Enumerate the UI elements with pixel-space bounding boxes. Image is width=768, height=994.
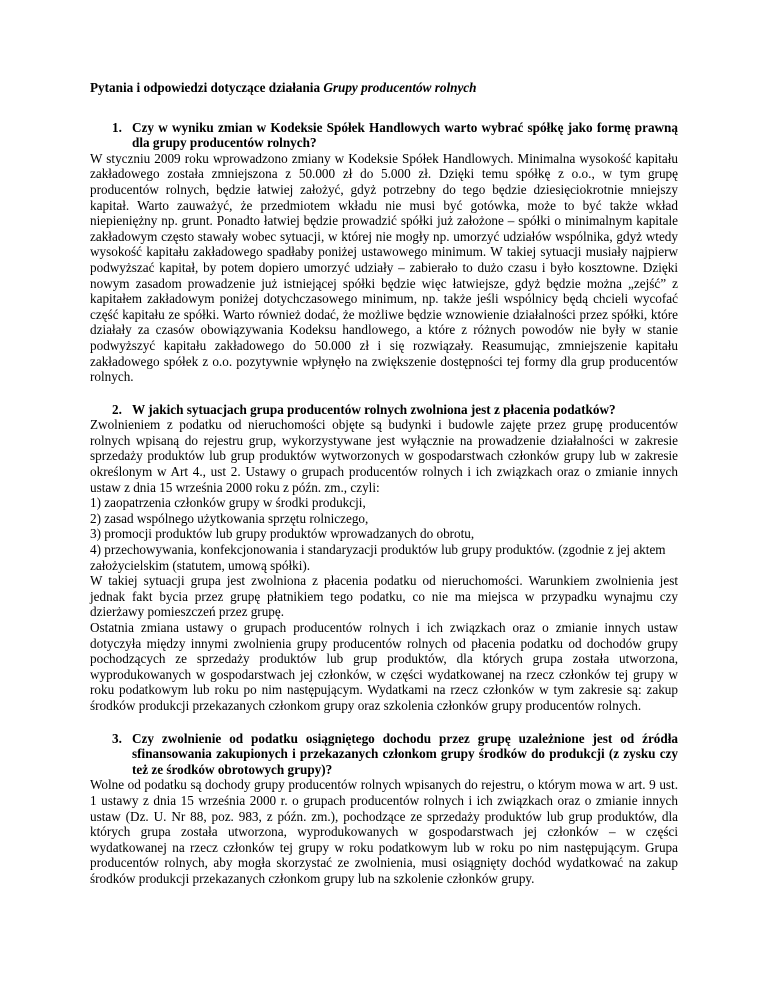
question-1 [90, 120, 678, 151]
document-title [90, 80, 678, 96]
section-2 [90, 402, 678, 714]
section-1 [90, 120, 678, 385]
question-text: Czy w wyniku zmian w Kodeksie Spółek Handlowych warto wybrać spółkę jako formę prawną dla grupy producentów rolnych? [132, 119, 678, 151]
list-item: 2) zasad wspólnego użytkowania sprzętu rolniczego, [90, 510, 369, 526]
list-item: 3) promocji produktów lub grupy produktów wprowadzanych do obrotu, [90, 526, 475, 542]
answer-2-paragraph-3: Ostatnia zmiana ustawy o grupach producentów rolnych i ich związkach oraz o zmianie innych ustaw dotyczyła między innymi zwolnienia grupy producentów rolnych od płacenia podatku od dochodów grupy pochodzących ze sprzedaży produktów lub grup produktów, dla których grupa została utworzona, wyprodukowanych w gospodarstwach jej członków, w części wydatkowanej na rzecz członków tej grupy w roku podatkowym lub roku po nim następującym. Wydatkami na rzecz członków w tym zakresie są: zakup środków produkcji przekazanych członkom grupy oraz szkolenia członków grupy producentów rolnych. [90, 620, 678, 713]
section-3 [90, 731, 678, 887]
list-item: 1) zaopatrzenia członków grupy w środki produkcji, [90, 495, 366, 511]
answer-3: Wolne od podatku są dochody grupy producentów rolnych wpisanych do rejestru, o którym mowa w art. 9 ust. 1 ustawy z dnia 15 września 2000 r. o grupach producentów rolnych i ich związkach oraz o zmianie innych ustaw (Dz. U. Nr 88, poz. 983, z późn. zm.), pochodzące ze sprzedaży produktów lub grup produktów, dla których grupa została utworzona, wyprodukowanych w gospodarstwach jej członków – w części wydatkowanej na rzecz członków tej grupy w roku podatkowym lub w roku po nim następującym. Grupa producentów rolnych, aby mogła skorzystać ze zwolnienia, musi osiągnięty dochód wydatkować na zakup środków produkcji przekazanych członkom grupy lub na szkolenie członków grupy. [90, 777, 678, 886]
answer-2-list [90, 495, 678, 573]
title-italic: Grupy producentów rolnych [323, 80, 477, 95]
answer-2-intro: Zwolnieniem z podatku od nieruchomości objęte są budynki i budowle zajęte przez grupę producentów rolnych wpisaną do rejestru grup, wykorzystywane jest wyłącznie na prowadzenie działalności w zakresie sprzedaży produktów lub grup produktów wytworzonych w gospodarstwach członków grupy lub w zakresie określonym w Art 4., ust 2. Ustawy o grupach producentów rolnych i ich związkach oraz o zmianie innych ustaw z dnia 15 września 2000 roku z późn. zm., czyli: [90, 417, 678, 495]
question-text: W jakich sytuacjach grupa producentów rolnych zwolniona jest z płacenia podatków? [132, 401, 616, 417]
question-text: Czy zwolnienie od podatku osiągniętego dochodu przez grupę uzależnione jest od źródła sfinansowania zakupionych i przekazanych członkom grupy środków do produkcji (z zysku czy też ze środków obrotowych grupy)? [132, 730, 678, 777]
list-item: 4) przechowywania, konfekcjonowania i standaryzacji produktów lub grupy produktów. (zgodnie z jej aktem założycielskim (statutem, umową spółki). [90, 542, 666, 573]
question-number: 2. [112, 401, 122, 417]
answer-2-paragraph-2: W takiej sytuacji grupa jest zwolniona z płacenia podatku od nieruchomości. Warunkiem zwolnienia jest jednak fakt bycia przez grupę płatnikiem tego podatku, co nie ma miejsca w przypadku wynajmu czy dzierżawy pomieszczeń przez grupę. [90, 573, 678, 620]
question-number: 3. [112, 730, 122, 746]
answer-1: W styczniu 2009 roku wprowadzono zmiany w Kodeksie Spółek Handlowych. Minimalna wysokość kapitału zakładowego została zmniejszona z 50.000 zł do 5.000 zł. Dzięki temu spółkę z o.o., w tym grupę producentów rolnych, będzie łatwiej założyć, gdyż potrzebny do tego będzie dziesięciokrotnie mniejszy kapitał. Warto zauważyć, że przedmiotem wkładu nie musi być gotówka, może to być także wkład niepieniężny np. grunt. Ponadto łatwiej będzie prowadzić spółki już założone – spółki o minimalnym kapitale zakładowym często stawały wobec sytuacji, w której nie mogły np. umorzyć udziałów wspólnika, gdyż wtedy wysokość kapitału zakładowego spadłaby poniżej ustawowego minimum. W takiej sytuacji musiały najpierw podwyższać kapitał, by potem dopiero umorzyć udziały – zabierało to dużo czasu i było kosztowne. Dzięki nowym zasadom prowadzenie już istniejącej spółki będzie więc łatwiejsze, gdyż będzie można „zejść” z kapitałem zakładowym poniżej dotychczasowego minimum, np. także jeśli wspólnicy będą chcieli wycofać część kapitału ze spółki. Warto również dodać, że możliwe będzie wznowienie działalności przez spółki, które działały za czasów obowiązywania Kodeksu handlowego, a które z różnych powodów nie były w stanie podwyższyć kapitału zakładowego do 50.000 zł i się rozwiązały. Reasumując, zmniejszenie kapitału zakładowego spółek z o.o. pozytywnie wpłynęło na zwiększenie dostępności tej formy dla grup producentów rolnych. [90, 150, 678, 385]
question-number: 1. [112, 119, 122, 135]
title-prefix: Pytania i odpowiedzi dotyczące działania [90, 80, 324, 95]
question-2 [90, 402, 678, 418]
question-3 [90, 731, 678, 778]
